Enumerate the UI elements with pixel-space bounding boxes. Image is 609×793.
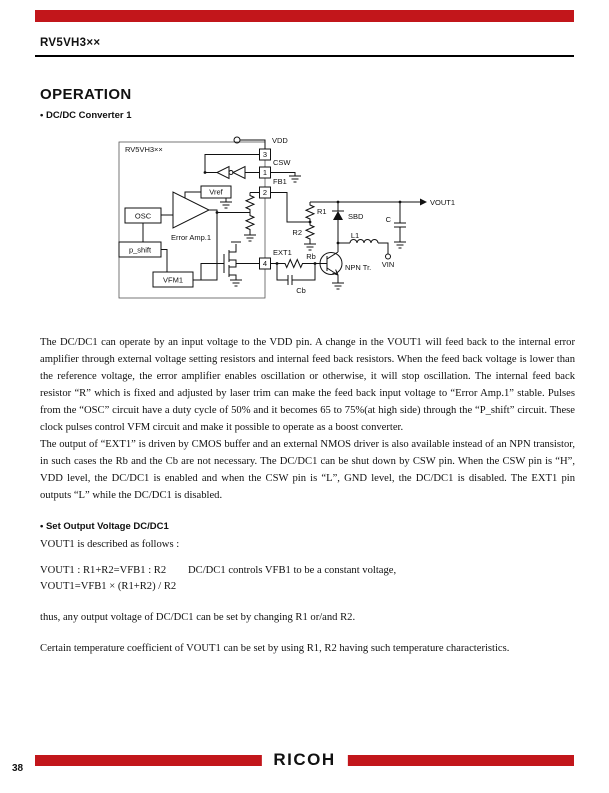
pin-2-number: 2 (262, 188, 268, 197)
chip-label: RV5VH3×× (125, 145, 163, 154)
vin-terminal-icon (386, 254, 391, 259)
formula-row (40, 565, 560, 576)
ground-symbols (220, 176, 406, 289)
dcdc1-circuit-diagram (105, 130, 485, 335)
label-osc: OSC (134, 211, 152, 221)
ricoh-logo: RICOH (273, 750, 336, 769)
note-r1-r2: thus, any output voltage of DC/DC1 can be set by changing R1 or/and R2. (40, 612, 356, 623)
pin-4-number: 4 (262, 259, 268, 268)
pmos-icon (229, 242, 241, 252)
internal-resistor-top (246, 193, 254, 213)
page-number: 38 (12, 763, 24, 774)
label-csw: CSW (273, 158, 291, 167)
ground-icon (304, 244, 316, 250)
label-vfm1: VFM1 (162, 275, 184, 285)
page-title: OPERATION (40, 86, 132, 103)
label-error-amp: Error Amp.1 (171, 233, 212, 242)
label-vdd: VDD (272, 136, 288, 145)
vout1-arrow-icon (420, 199, 427, 206)
resistor-r1-icon (306, 202, 314, 222)
label-rb: Rb (306, 252, 316, 261)
label-npn: NPN Tr. (345, 263, 372, 272)
pin-3-number: 3 (262, 150, 268, 159)
inductor-l1-icon (350, 240, 378, 244)
internal-resistor-bottom (246, 213, 254, 233)
set-output-intro: VOUT1 is described as follows : (40, 539, 180, 550)
label-vref: Vref (209, 187, 223, 197)
junction-dots (204, 171, 402, 265)
ground-icon (244, 235, 256, 241)
inverter-icon (233, 167, 245, 179)
resistor-r2-icon (306, 222, 314, 242)
label-p-shift: p_shift (128, 245, 152, 255)
capacitor-cb-icon (277, 264, 315, 286)
note-temperature: Certain temperature coefficient of VOUT1 can be set by using R1, R2 having such temperature characteristics. (40, 643, 510, 654)
schematic-svg (105, 130, 485, 335)
ground-icon (394, 242, 406, 248)
header-rule (35, 55, 574, 57)
label-cb: Cb (296, 286, 306, 295)
label-vout1: VOUT1 (430, 198, 456, 207)
ground-icon (332, 283, 344, 289)
body-text (40, 334, 575, 504)
label-vin: VIN (381, 260, 395, 269)
pin-1-number: 1 (262, 168, 268, 177)
label-sbd: SBD (348, 212, 364, 221)
part-number-header: RV5VH3×× (40, 37, 101, 49)
label-c: C (385, 215, 391, 224)
nmos-icon (229, 264, 236, 268)
label-r2: R2 (292, 228, 302, 237)
relation-formula: VOUT1 : R1+R2=VFB1 : R2 (40, 565, 167, 576)
section-set-output-voltage: • Set Output Voltage DC/DC1 (40, 521, 169, 532)
resistor-rb-icon (282, 260, 306, 268)
capacitor-c-icon (394, 202, 406, 242)
label-l1: L1 (350, 231, 360, 240)
top-red-bar (35, 10, 574, 22)
buffer-icon (217, 167, 229, 179)
body-paragraph-2: The output of “EXT1” is driven by CMOS buffer and an external NMOS driver is also available instead of an NPN transistor, in such cases the Rb and the Cb are not necessary. The DC/DC1 can be shut down by CSW pin. When the CSW pin is “H”, VDD level, the DC/DC1 is enabled and when the CSW pin is “L”, GND level, the DC/DC1 is disabled. The EXT1 pin outputs “L” while the DC/DC1 is disabled. (40, 439, 575, 501)
footer-logo-box (261, 749, 347, 771)
body-paragraph-1: The DC/DC1 can operate by an input voltage to the VDD pin. A change in the VOUT1 will feed back to the internal error amplifier through external voltage setting resistors and internal feed back resistors. When the feed back voltage is lower than the reference voltage, the error amplifier enables oscillation or otherwise, it will stop oscillation. The internal feed back resistor “R” which is fixed and adjusted by laser trim can make the feed back input voltage to “Error Amp.1” stable. Pulses from the “OSC” circuit have a duty cycle of 50% and it becomes 65 to 75%(at high side) through the “P_shift” circuit. These clock pulses control VFM circuit and make it possible to operate as a boost converter. (40, 337, 575, 433)
label-fb1: FB1 (273, 177, 287, 186)
label-ext1: EXT1 (273, 248, 292, 257)
section-dcdc-converter-1: • DC/DC Converter 1 (40, 110, 132, 121)
schottky-diode-icon (333, 211, 343, 220)
label-r1: R1 (317, 207, 327, 216)
ground-icon (289, 176, 301, 182)
ground-icon (220, 202, 232, 208)
output-voltage-formula: VOUT1=VFB1 × (R1+R2) / R2 (40, 581, 177, 592)
relation-note: DC/DC1 controls VFB1 to be a constant voltage, (188, 565, 397, 576)
ground-icon (230, 280, 242, 286)
